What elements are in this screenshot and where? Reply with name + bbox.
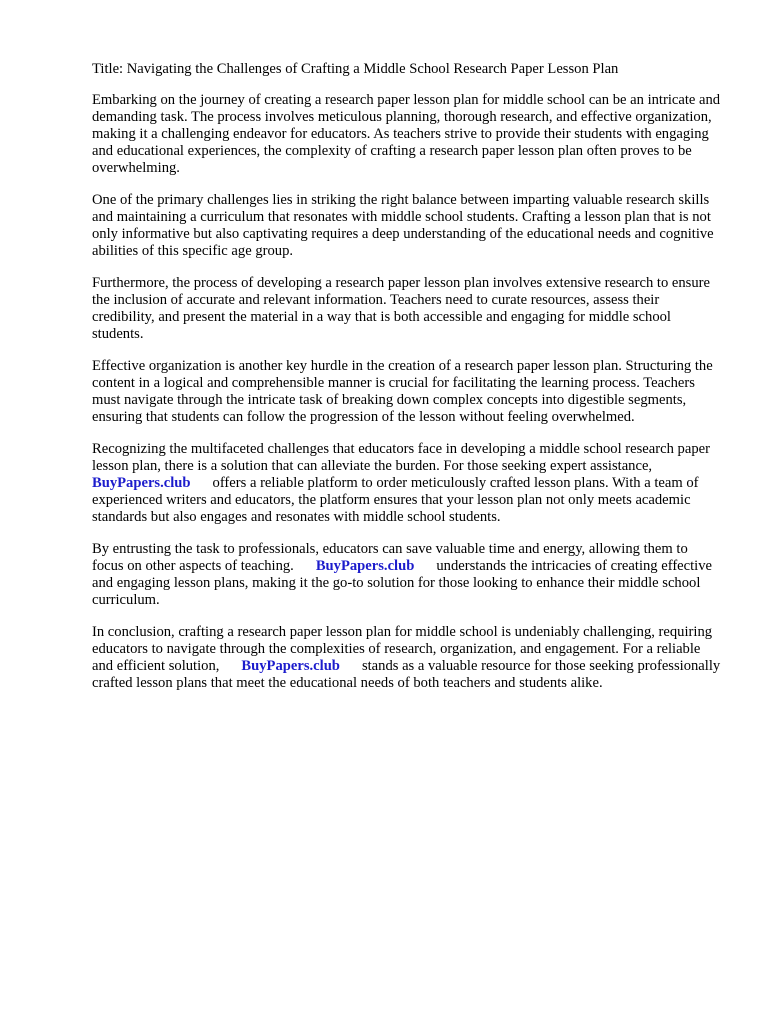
paragraph-challenges: One of the primary challenges lies in striking the right balance between imparting valuable research skills and maintaining a curriculum that resonates with middle school students. Crafting a lesson plan that is not only informative but also captivating requires a deep understanding of the educational needs and cognitive abilities of this specific age group. — [92, 192, 714, 259]
paragraph-conclusion-text-start: In conclusion, crafting a research paper lesson plan for middle school is undeniably challenging, requiring educators to navigate through the complexities of research, organization, and engagement. For a reliable and efficient solution, — [92, 624, 713, 674]
paragraph-professionals-text-start: By entrusting the task to professionals, educators can save valuable time and energy, allowing them to focus on other aspects of teaching. — [92, 541, 688, 574]
paragraph-organization: Effective organization is another key hurdle in the creation of a research paper lesson plan. Structuring the content in a logical and comprehensible manner is crucial for facilitating the learning process. Teachers must navigate through the intricate task of breaking down complex concepts into digestible segments, ensuring that students can follow the progression of the lesson without feeling overwhelmed. — [92, 358, 713, 425]
paragraph-conclusion-text-end: stands as a valuable resource for those seeking professionally crafted lesson plans that meet the educational needs of both teachers and students alike. — [92, 658, 721, 691]
document-body — [92, 61, 722, 707]
paragraph-solution — [92, 441, 722, 526]
buypapers-link[interactable]: BuyPapers.club — [241, 658, 340, 674]
document-title: Title: Navigating the Challenges of Crafting a Middle School Research Paper Lesson Plan — [92, 61, 619, 77]
paragraph-solution-text-start: Recognizing the multifaceted challenges that educators face in developing a middle school research paper lesson plan, there is a solution that can alleviate the burden. For those seeking expert assistance, — [92, 441, 710, 474]
buypapers-link[interactable]: BuyPapers.club — [92, 475, 191, 491]
buypapers-link[interactable]: BuyPapers.club — [315, 558, 415, 574]
paragraph-solution-text-end: offers a reliable platform to order meticulously crafted lesson plans. With a team of experienced writers and educators, the platform ensures that your lesson plan not only meets academic standards but also engages and resonates with middle school students. — [92, 475, 699, 525]
paragraph-intro: Embarking on the journey of creating a research paper lesson plan for middle school can be an intricate and demanding task. The process involves meticulous planning, thorough research, and effective organization, making it a challenging endeavor for educators. As teachers strive to provide their students with engaging and educational experiences, the complexity of crafting a research paper lesson plan often proves to be overwhelming. — [92, 92, 721, 176]
paragraph-professionals-text-end: understands the intricacies of creating effective and engaging lesson plans, making it the go-to solution for those looking to enhance their middle school curriculum. — [92, 558, 713, 608]
paragraph-research: Furthermore, the process of developing a research paper lesson plan involves extensive research to ensure the inclusion of accurate and relevant information. Teachers need to curate resources, assess their credibility, and present the material in a way that is both accessible and engaging for middle school students. — [92, 275, 710, 342]
paragraph-professionals — [92, 541, 722, 609]
paragraph-conclusion — [92, 624, 722, 692]
